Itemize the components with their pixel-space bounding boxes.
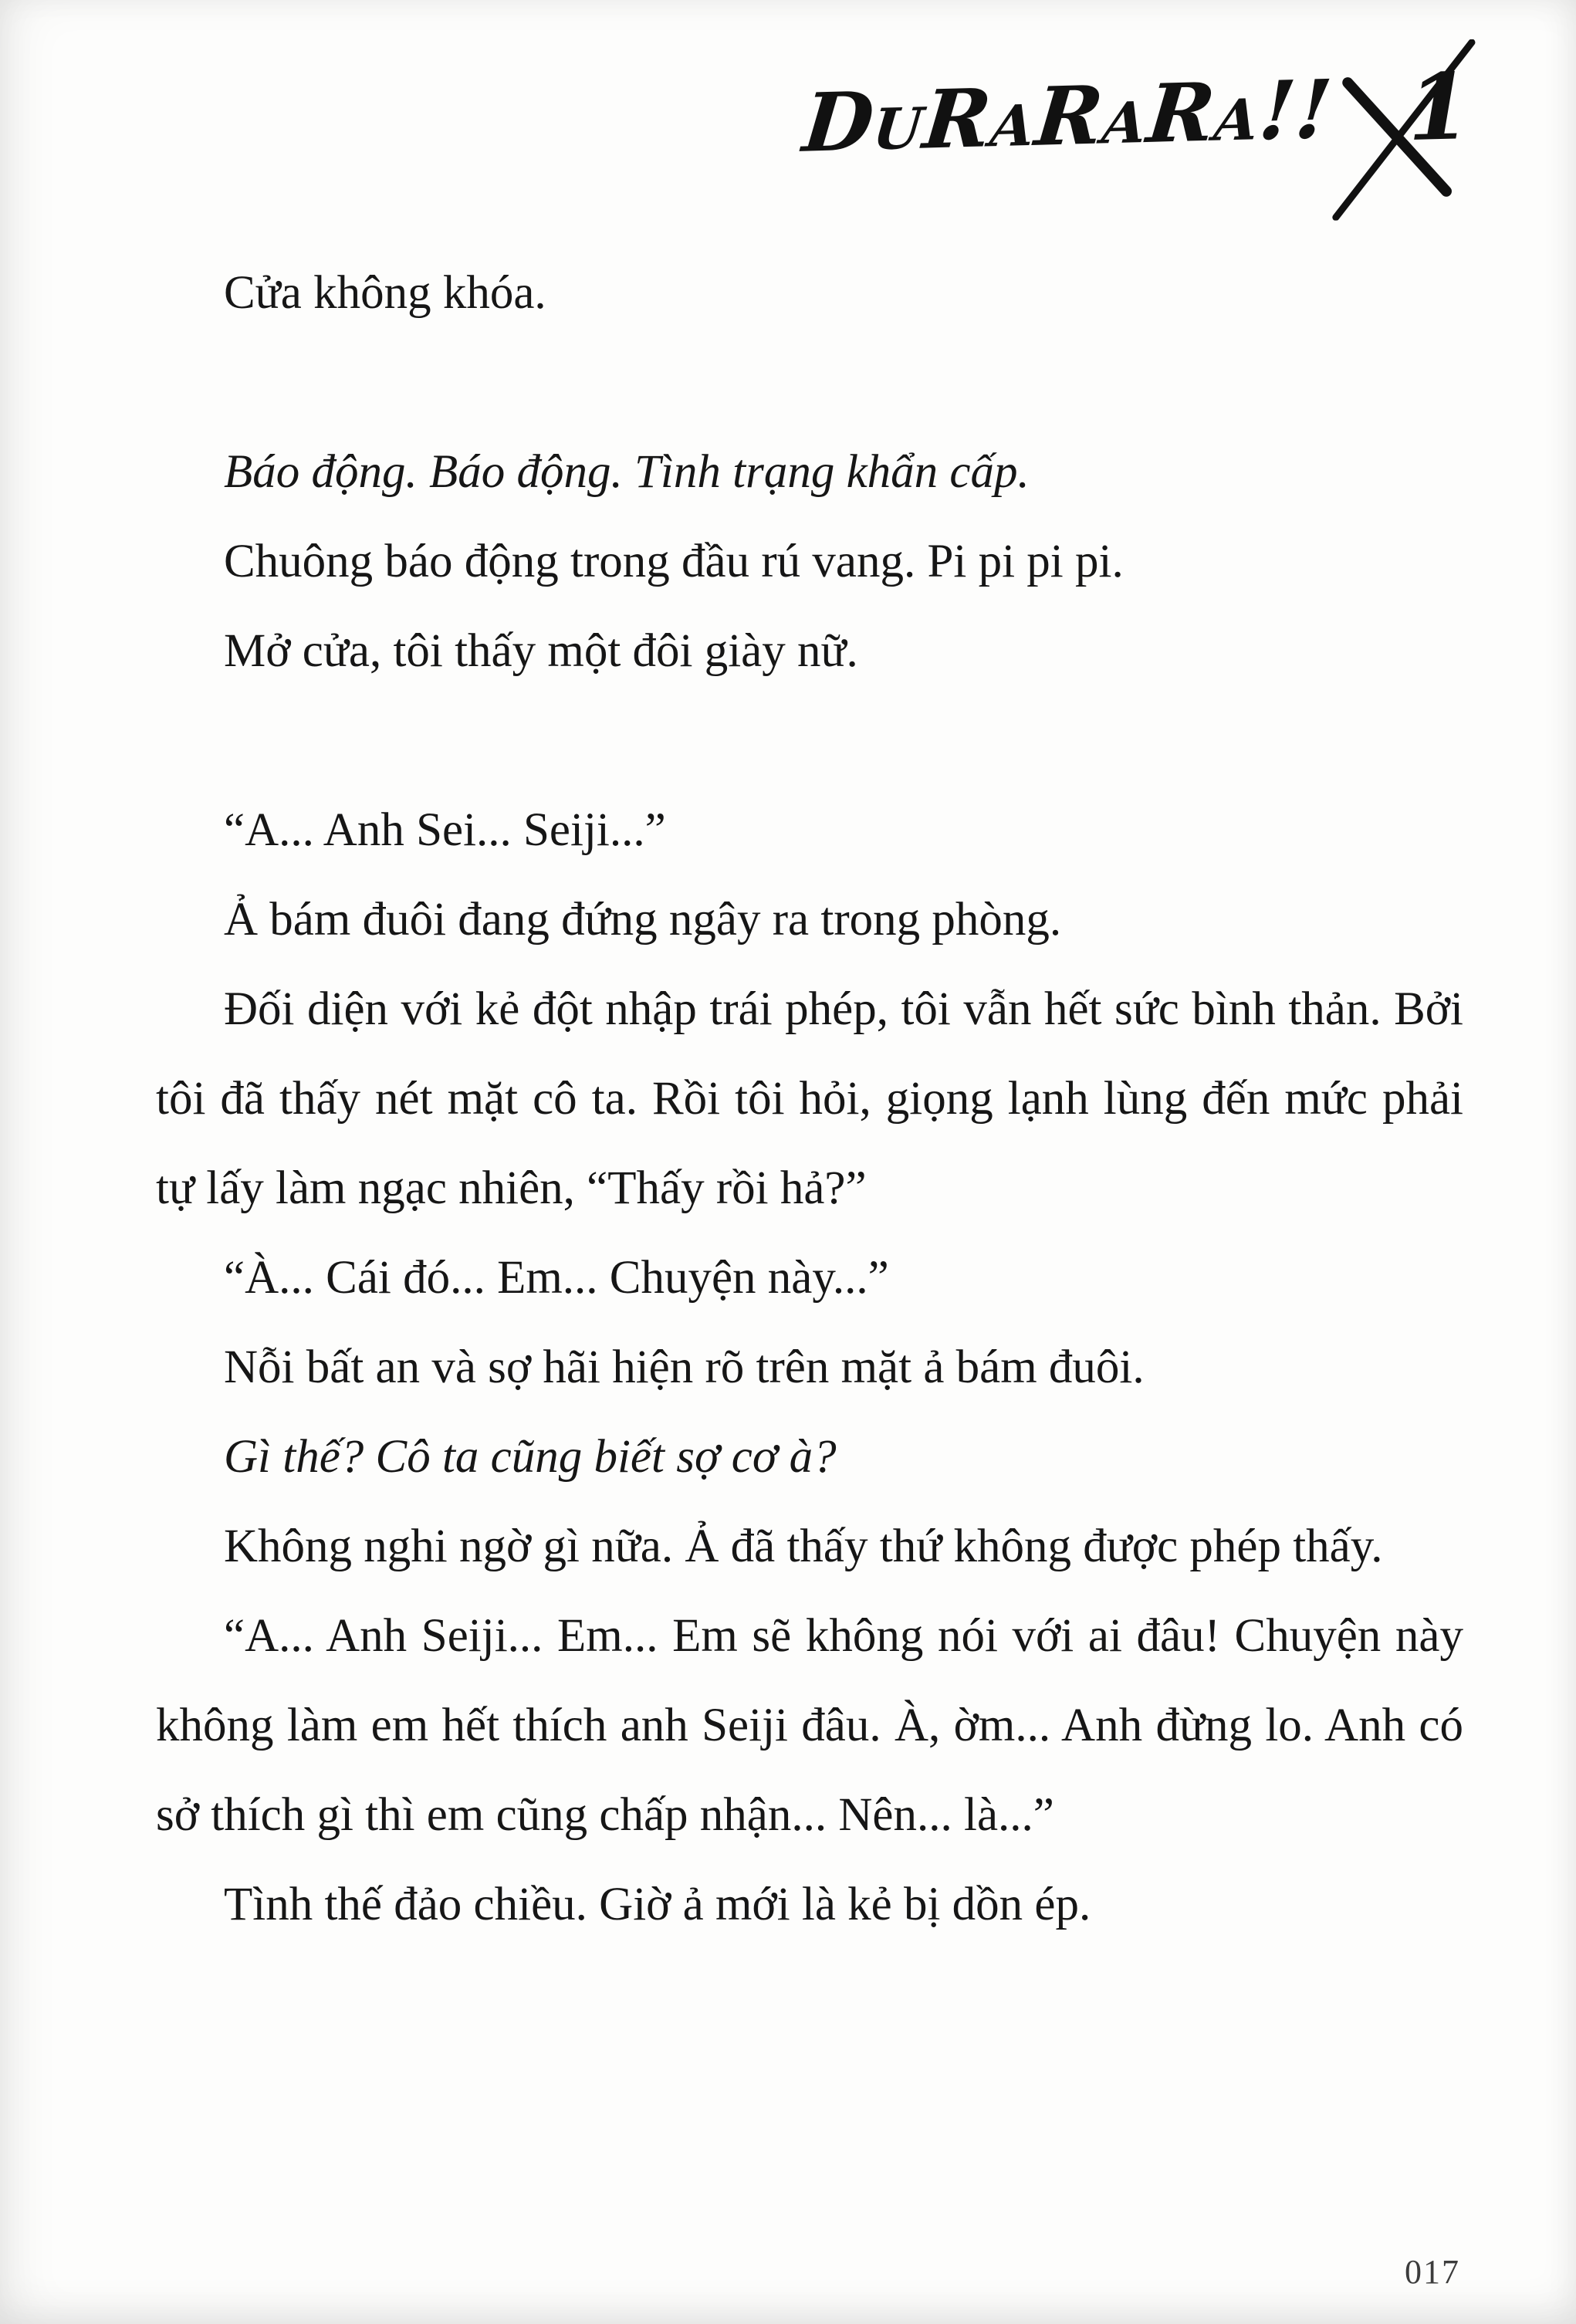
paragraph: Mở cửa, tôi thấy một đôi giày nữ. [224, 625, 858, 677]
paragraph: Không nghi ngờ gì nữa. Ả đã thấy thứ không được phép thấy. [224, 1521, 1383, 1572]
paragraph: “A... Anh Sei... Seiji...” [224, 804, 666, 856]
paragraph: Báo động. Báo động. Tình trạng khẩn cấp. [224, 446, 1030, 498]
paragraph: “À... Cái đó... Em... Chuyện này...” [224, 1252, 889, 1304]
paragraph: Gì thế? Cô ta cũng biết sợ cơ à? [224, 1431, 837, 1483]
paragraph: “A... Anh Seiji... Em... Em sẽ không nói với ai đâu! Chuyện này không làm em hết thích anh Seiji đâu. À, ờm... Anh đừng lo. Anh có sở thích gì thì em cũng chấp nhận... Nên... là...” [156, 1610, 1463, 1841]
volume-number: 1 [1405, 52, 1472, 162]
paragraph: Tình thế đảo chiều. Giờ ả mới là kẻ bị dồn ép. [224, 1879, 1091, 1930]
paragraph: Ả bám đuôi đang đứng ngây ra trong phòng. [224, 894, 1062, 945]
paragraph: Chuông báo động trong đầu rú vang. Pi pi pi pi. [224, 536, 1124, 587]
logo-slash-icon [1321, 39, 1487, 221]
page-number: 017 [1405, 2253, 1460, 2291]
text-block [156, 249, 1463, 1950]
book-logo [799, 39, 1487, 235]
paragraph: Đối diện với kẻ đột nhập trái phép, tôi vẫn hết sức bình thản. Bởi tôi đã thấy nét mặt cô ta. Rồi tôi hỏi, giọng lạnh lùng đến mức phải tự lấy làm ngạc nhiên, “Thấy rồi hả?” [156, 983, 1463, 1214]
paragraph: Nỗi bất an và sợ hãi hiện rõ trên mặt ả bám đuôi. [224, 1341, 1145, 1393]
paragraph: Cửa không khóa. [224, 267, 546, 319]
logo-title: DuRaRaRa!! [799, 61, 1337, 171]
